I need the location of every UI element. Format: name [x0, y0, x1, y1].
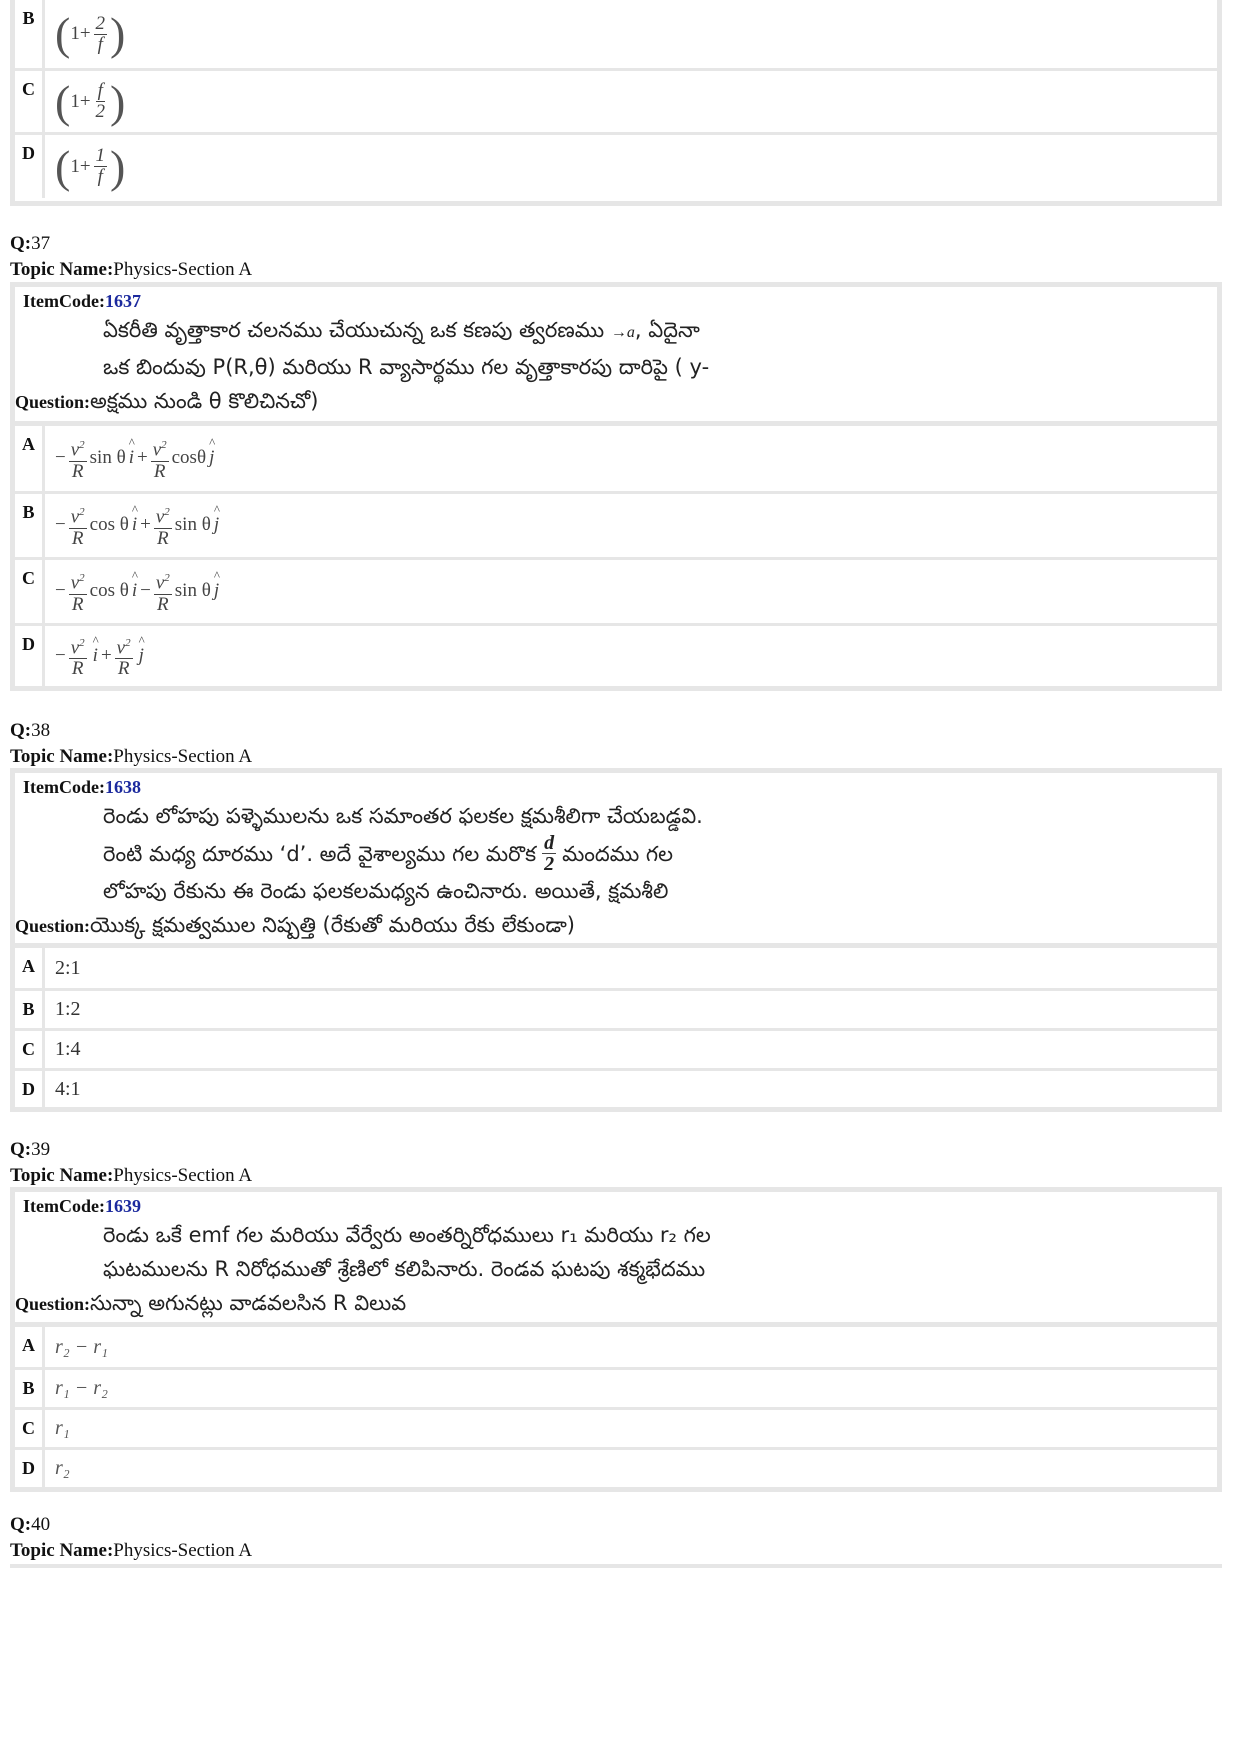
- question-number: 37: [31, 233, 51, 254]
- option-row[interactable]: [15, 1367, 1217, 1407]
- option-letter: D: [15, 626, 45, 686]
- q37-options: [10, 426, 1222, 691]
- option-letter: B: [15, 1370, 45, 1407]
- option-value: r₂ − r₁: [55, 1335, 108, 1358]
- option-value: ( 1+ $\frac{f}{2}$ ): [55, 75, 126, 127]
- option-value: 4:1: [55, 1077, 81, 1100]
- option-value: r₂: [55, 1457, 70, 1479]
- option-row[interactable]: [15, 132, 1217, 198]
- option-value: ( 1+ $\frac{2}{f}$ ): [55, 8, 126, 59]
- option-value: r₁: [55, 1417, 70, 1439]
- item-code: ItemCode:1638: [23, 777, 141, 797]
- q39-options: [10, 1327, 1222, 1492]
- option-value: − $\frac{v^2}{R}$ ^ i + $\frac{v^2}{R}$ ^ j: [55, 626, 147, 686]
- option-row[interactable]: [15, 1447, 1217, 1487]
- option-row[interactable]: [15, 68, 1217, 132]
- option-row[interactable]: [15, 1068, 1217, 1107]
- option-value: 2:1: [55, 956, 81, 979]
- option-row[interactable]: [15, 0, 1217, 68]
- option-letter: D: [15, 1450, 45, 1487]
- question-number: 40: [31, 1514, 51, 1535]
- topic-name: Physics-Section A: [113, 1165, 253, 1186]
- option-letter: C: [15, 71, 45, 132]
- question-number: 39: [31, 1139, 51, 1160]
- option-row[interactable]: [15, 988, 1217, 1028]
- topic-name: Physics-Section A: [113, 1540, 253, 1561]
- item-code: ItemCode:1639: [23, 1196, 141, 1216]
- option-letter: A: [15, 1327, 45, 1367]
- q39-item: [10, 1187, 1222, 1327]
- topic-name: Physics-Section A: [113, 259, 253, 280]
- question-label: Question:: [15, 916, 91, 936]
- option-value: ( 1+ $\frac{1}{f}$ ): [55, 140, 126, 192]
- option-value: − $\frac{v^2}{R}$ sin θ ^ i + $\frac{v^2}{R}$ cosθ ^ j: [55, 426, 217, 491]
- option-row[interactable]: [15, 557, 1217, 623]
- option-row[interactable]: [15, 1407, 1217, 1447]
- option-letter: B: [15, 0, 45, 68]
- option-row[interactable]: [15, 426, 1217, 491]
- question-label: Question:: [15, 1294, 91, 1314]
- option-letter: B: [15, 494, 45, 557]
- option-letter: A: [15, 948, 45, 988]
- option-row[interactable]: [15, 623, 1217, 686]
- question-number: 38: [31, 720, 51, 741]
- option-value: − $\frac{v^2}{R}$ cos θ ^ i + $\frac{v^2}{R}$ sin θ ^ j: [55, 494, 222, 557]
- option-letter: C: [15, 560, 45, 623]
- question-text: రెండు లోహపు పళ్ళెములను ఒక సమాంతర ఫలకల క్షమశీలిగా చేయబడ్డవి. రెంటి మధ్య దూరము ‘d’. అదే వైశాల్యము గల మరొక $\frac{d}{2}$ మందము గల లోహపు రేకును ఈ రెండు ఫలకలమధ్యన ఉంచినారు. అయితే, క్షమశీలి Question:యొక్క క్షమత్వముల నిష్పత్తి (రేకుతో మరియు రేకు లేకుండా): [15, 804, 703, 937]
- option-value: 1:4: [55, 1038, 81, 1060]
- option-value: 1:2: [55, 998, 81, 1020]
- option-letter: C: [15, 1410, 45, 1447]
- option-letter: A: [15, 426, 45, 491]
- q39-header: Q:39 Topic Name:Physics-Section A: [10, 1139, 253, 1186]
- q40-header: Q:40 Topic Name:Physics-Section A: [10, 1514, 253, 1561]
- question-text: ఏకరీతి వృత్తాకార చలనము చేయుచున్న ఒక కణపు త్వరణము →a, ఏదైనా ఒక బిందువు P(R,θ) మరియు R వ్యాసార్థము గల వృత్తాకారపు దారిపై ( y- Question:అక్షము నుండి θ కొలిచినచో): [15, 318, 710, 413]
- option-value: r₁ − r₂: [55, 1377, 108, 1399]
- item-code: ItemCode:1637: [23, 291, 141, 311]
- option-row[interactable]: [15, 1327, 1217, 1367]
- q38-item: [10, 768, 1222, 948]
- q38-options: [10, 948, 1222, 1112]
- question-label: Question:: [15, 392, 91, 412]
- q37-header: Q:37 Topic Name:Physics-Section A: [10, 233, 253, 280]
- q38-header: Q:38 Topic Name:Physics-Section A: [10, 720, 253, 767]
- option-value: − $\frac{v^2}{R}$ cos θ ^ i − $\frac{v^2}{R}$ sin θ ^ j: [55, 560, 222, 623]
- option-letter: D: [15, 1071, 45, 1107]
- question-text: రెండు ఒకే emf గల మరియు వేర్వేరు అంతర్నిరోధములు r₁ మరియు r₂ గల ఘటములను R నిరోధముతో శ్రేణిలో కలిపినారు. రెండవ ఘటపు శక్మభేదము Question:సున్నా అగునట్లు వాడవలసిన R విలువ: [15, 1223, 711, 1315]
- option-row[interactable]: [15, 948, 1217, 988]
- section-divider: [10, 1564, 1222, 1568]
- option-row[interactable]: [15, 491, 1217, 557]
- topic-name: Physics-Section A: [113, 746, 253, 767]
- option-letter: D: [15, 135, 45, 198]
- option-letter: B: [15, 991, 45, 1028]
- option-row[interactable]: [15, 1028, 1217, 1068]
- option-letter: C: [15, 1031, 45, 1068]
- q37-item: [10, 282, 1222, 426]
- q36-options: [10, 0, 1222, 206]
